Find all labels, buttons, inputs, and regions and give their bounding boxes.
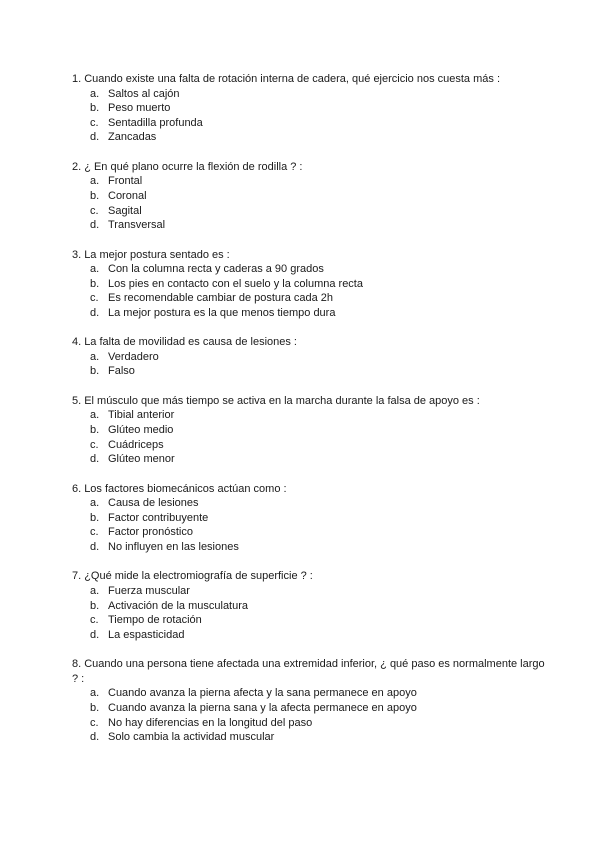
option-text: Cuando avanza la pierna sana y la afecta permanece en apoyo — [108, 701, 417, 714]
option-text: Causa de lesiones — [108, 497, 199, 510]
option-letter: c. — [90, 716, 99, 729]
option-letter: d. — [90, 131, 100, 144]
question-number: 6. — [72, 482, 82, 495]
option-text: La mejor postura es la que menos tiempo dura — [108, 306, 336, 319]
answer-option — [72, 716, 552, 731]
option-text: Cuando avanza la pierna afecta y la sana permanece en apoyo — [108, 687, 417, 700]
option-letter: a. — [90, 409, 100, 422]
option-letter: a. — [90, 263, 100, 276]
option-text: Factor pronóstico — [108, 526, 193, 539]
option-text: La espasticidad — [108, 628, 185, 641]
answer-option — [72, 628, 552, 643]
option-list — [72, 408, 552, 466]
answer-option — [72, 277, 552, 292]
option-letter: b. — [90, 424, 100, 437]
option-letter: a. — [90, 350, 100, 363]
option-list — [72, 262, 552, 320]
option-text: Los pies en contacto con el suelo y la columna recta — [108, 277, 363, 290]
option-text: Tiempo de rotación — [108, 614, 202, 627]
question-number: 3. — [72, 248, 82, 261]
answer-option — [72, 350, 552, 365]
question-block — [72, 160, 552, 233]
question-number: 1. — [72, 73, 82, 85]
answer-option — [72, 101, 552, 116]
option-text: Saltos al cajón — [108, 87, 180, 100]
option-letter: c. — [90, 438, 99, 451]
question-prompt: Cuando una persona tiene afectada una extremidad inferior, ¿ qué paso es normalmente largo ? : — [72, 658, 545, 685]
question-block — [72, 657, 552, 745]
option-letter: d. — [90, 541, 100, 554]
answer-option — [72, 174, 552, 189]
answer-option — [72, 584, 552, 599]
option-letter: a. — [90, 687, 100, 700]
option-letter: c. — [90, 292, 99, 305]
answer-option — [72, 204, 552, 219]
question-prompt: Los factores biomecánicos actúan como : — [84, 482, 287, 495]
option-letter: d. — [90, 628, 100, 641]
option-list — [72, 584, 552, 642]
question-block — [72, 482, 552, 555]
question-block — [72, 72, 552, 145]
option-letter: a. — [90, 87, 100, 100]
option-list — [72, 350, 552, 379]
answer-option — [72, 130, 552, 145]
question-text — [72, 394, 552, 409]
option-letter: c. — [90, 526, 99, 539]
option-letter: c. — [90, 116, 99, 129]
option-letter: a. — [90, 585, 100, 597]
answer-option — [72, 540, 552, 555]
option-text: Sentadilla profunda — [108, 116, 203, 129]
question-text — [72, 72, 552, 87]
answer-option — [72, 116, 552, 131]
question-block — [72, 569, 552, 642]
option-text: Verdadero — [108, 350, 159, 363]
option-text: Peso muerto — [108, 102, 171, 115]
option-list — [72, 496, 552, 554]
option-letter: b. — [90, 102, 100, 115]
option-letter: b. — [90, 277, 100, 290]
option-text: No hay diferencias en la longitud del paso — [108, 716, 313, 729]
option-text: Zancadas — [108, 131, 157, 144]
answer-option — [72, 218, 552, 233]
question-text — [72, 569, 552, 584]
option-text: Tibial anterior — [108, 409, 175, 422]
answer-option — [72, 525, 552, 540]
question-prompt: La falta de movilidad es causa de lesiones : — [84, 336, 297, 349]
option-letter: d. — [90, 219, 100, 232]
question-block — [72, 394, 552, 467]
option-text: Solo cambia la actividad muscular — [108, 731, 275, 744]
option-letter: d. — [90, 731, 100, 744]
answer-option — [72, 613, 552, 628]
option-text: No influyen en las lesiones — [108, 541, 239, 554]
option-text: Glúteo medio — [108, 424, 174, 437]
answer-option — [72, 189, 552, 204]
question-prompt: ¿ En qué plano ocurre la flexión de rodilla ? : — [84, 160, 303, 173]
question-number: 8. — [72, 658, 82, 671]
option-text: Falso — [108, 365, 135, 378]
option-text: Factor contribuyente — [108, 511, 209, 524]
option-letter: b. — [90, 701, 100, 714]
option-letter: d. — [90, 306, 100, 319]
option-letter: b. — [90, 365, 100, 378]
option-list — [72, 686, 552, 744]
question-prompt: El músculo que más tiempo se activa en la marcha durante la falsa de apoyo es : — [84, 394, 480, 407]
option-text: Es recomendable cambiar de postura cada 2h — [108, 292, 334, 305]
question-prompt: La mejor postura sentado es : — [84, 248, 230, 261]
option-text: Con la columna recta y caderas a 90 grados — [108, 263, 324, 276]
question-number: 4. — [72, 336, 82, 349]
answer-option — [72, 291, 552, 306]
option-text: Transversal — [108, 219, 166, 232]
answer-option — [72, 452, 552, 467]
question-text — [72, 248, 552, 263]
question-block — [72, 335, 552, 379]
answer-option — [72, 599, 552, 614]
answer-option — [72, 87, 552, 102]
question-prompt: ¿Qué mide la electromiografía de superficie ? : — [84, 570, 313, 583]
answer-option — [72, 364, 552, 379]
option-letter: b. — [90, 511, 100, 524]
answer-option — [72, 511, 552, 526]
answer-option — [72, 701, 552, 716]
answer-option — [72, 438, 552, 453]
option-text: Frontal — [108, 175, 143, 188]
option-letter: c. — [90, 204, 99, 217]
question-number: 7. — [72, 570, 82, 583]
option-letter: a. — [90, 175, 100, 188]
option-list — [72, 87, 552, 145]
question-text — [72, 657, 552, 686]
answer-option — [72, 306, 552, 321]
answer-option — [72, 262, 552, 277]
answer-option — [72, 686, 552, 701]
answer-option — [72, 496, 552, 511]
question-text — [72, 482, 552, 497]
option-text: Fuerza muscular — [108, 585, 190, 597]
question-list — [72, 72, 552, 760]
answer-option — [72, 408, 552, 423]
option-list — [72, 174, 552, 232]
answer-option — [72, 730, 552, 745]
option-letter: c. — [90, 614, 99, 627]
option-text: Glúteo menor — [108, 453, 175, 466]
option-text: Cuádriceps — [108, 438, 164, 451]
answer-option — [72, 423, 552, 438]
question-text — [72, 335, 552, 350]
question-block — [72, 248, 552, 321]
option-letter: d. — [90, 453, 100, 466]
option-letter: a. — [90, 497, 100, 510]
option-text: Coronal — [108, 189, 147, 202]
option-text: Sagital — [108, 204, 142, 217]
question-number: 5. — [72, 394, 82, 407]
question-number: 2. — [72, 160, 82, 173]
question-prompt: Cuando existe una falta de rotación interna de cadera, qué ejercicio nos cuesta más : — [84, 73, 500, 85]
option-letter: b. — [90, 599, 100, 612]
option-letter: b. — [90, 189, 100, 202]
option-text: Activación de la musculatura — [108, 599, 249, 612]
question-text — [72, 160, 552, 175]
